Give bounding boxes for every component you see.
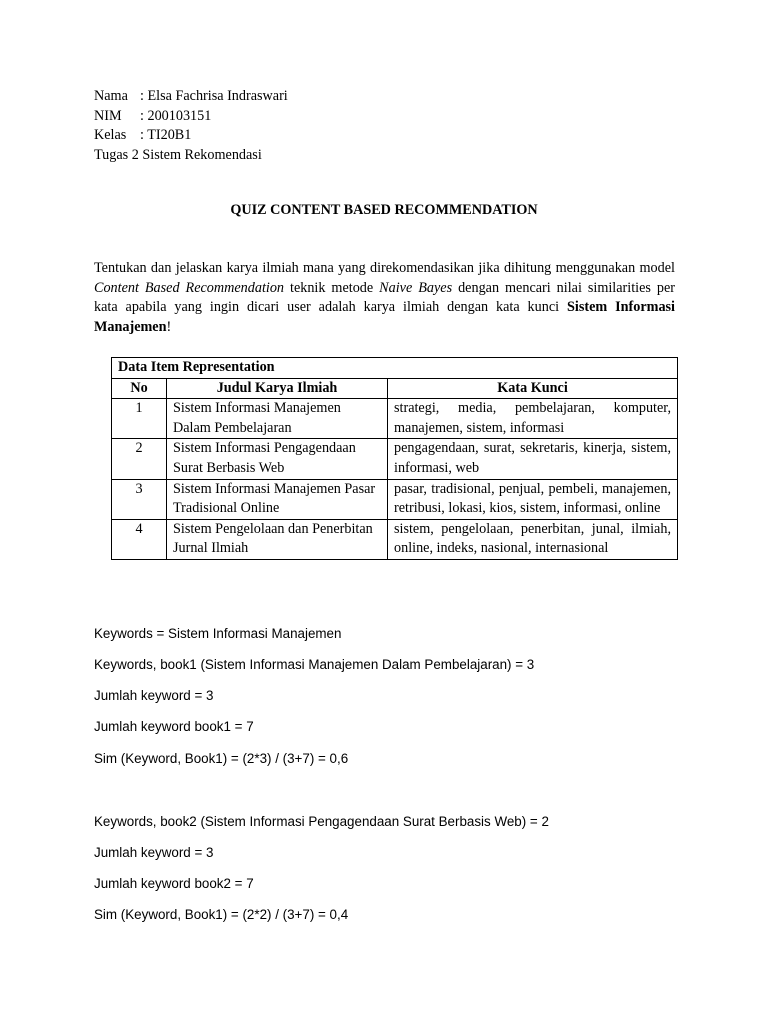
instruction-part-3: dengan mencari nilai similarities per kata apabila yang ingin dicari user adalah karya ilmiah dengan kata kunci <box>94 279 675 316</box>
cell-kata-kunci: pasar, tradisional, penjual, pembeli, manajemen, retribusi, lokasi, kios, sistem, informasi, online <box>388 479 678 519</box>
calc-line-sim-book1: Sim (Keyword, Book1) = (2*3) / (3+7) = 0,6 <box>94 751 349 766</box>
document-title: QUIZ CONTENT BASED RECOMMENDATION <box>230 202 538 218</box>
nama-label: Nama <box>94 88 128 104</box>
table-header-row <box>112 378 678 399</box>
instruction-emphasis-method: Naive Bayes <box>379 279 453 296</box>
kelas-value: : TI20B1 <box>140 127 192 144</box>
calc-line-book1-match: Keywords, book1 (Sistem Informasi Manajemen Dalam Pembelajaran) = 3 <box>94 657 535 672</box>
calc-line-sim-book2: Sim (Keyword, Book1) = (2*2) / (3+7) = 0,4 <box>94 907 349 922</box>
instruction-part-2: teknik metode <box>290 279 374 296</box>
calc-line-jumlah-book2: Jumlah keyword book2 = 7 <box>94 876 254 891</box>
instruction-part-1: Tentukan dan jelaskan karya ilmiah mana yang direkomendasikan jika dihitung menggunakan model <box>94 260 675 276</box>
cell-judul: Sistem Informasi Manajemen Pasar Tradisional Online <box>167 479 388 519</box>
instruction-paragraph <box>94 259 675 338</box>
cell-kata-kunci: pengagendaan, surat, sekretaris, kinerja, sistem, informasi, web <box>388 439 678 479</box>
data-item-table <box>111 357 678 560</box>
column-header-no: No <box>112 378 167 399</box>
calc-line-jumlah-keyword: Jumlah keyword = 3 <box>94 688 214 703</box>
cell-no: 1 <box>112 399 167 439</box>
nim-value: : 200103151 <box>140 107 212 124</box>
table-caption-row <box>112 358 678 379</box>
table-row <box>112 519 678 559</box>
instruction-end: ! <box>166 319 172 336</box>
instruction-keyword: Sistem Informasi Manajemen <box>94 299 675 336</box>
cell-judul: Sistem Informasi Pengagendaan Surat Berbasis Web <box>167 439 388 479</box>
calc-line-keywords: Keywords = Sistem Informasi Manajemen <box>94 626 342 641</box>
kelas-label: Kelas <box>94 127 127 144</box>
column-header-judul: Judul Karya Ilmiah <box>167 378 388 399</box>
table-row <box>112 399 678 439</box>
cell-kata-kunci: sistem, pengelolaan, penerbitan, junal, ilmiah, online, indeks, nasional, internasional <box>388 519 678 559</box>
cell-no: 3 <box>112 479 167 519</box>
instruction-emphasis-model: Content Based Recommendation <box>94 279 285 296</box>
cell-kata-kunci: strategi, media, pembelajaran, komputer, manajemen, sistem, informasi <box>388 399 678 439</box>
calc-line-book2-match: Keywords, book2 (Sistem Informasi Pengagendaan Surat Berbasis Web) = 2 <box>94 814 549 829</box>
cell-judul: Sistem Informasi Manajemen Dalam Pembelajaran <box>167 399 388 439</box>
table-row <box>112 479 678 519</box>
kelas-row <box>94 126 288 146</box>
tugas-line: Tugas 2 Sistem Rekomendasi <box>94 147 262 164</box>
instruction-text <box>94 259 675 338</box>
calc-line-jumlah-keyword-2: Jumlah keyword = 3 <box>94 845 214 860</box>
calc-line-jumlah-book1: Jumlah keyword book1 = 7 <box>94 719 254 734</box>
cell-judul: Sistem Pengelolaan dan Penerbitan Jurnal Ilmiah <box>167 519 388 559</box>
cell-no: 4 <box>112 519 167 559</box>
cell-no: 2 <box>112 439 167 479</box>
nim-label: NIM <box>94 107 122 124</box>
nama-value: : Elsa Fachrisa Indraswari <box>140 88 288 104</box>
table-caption: Data Item Representation <box>112 358 678 379</box>
student-info <box>94 87 288 166</box>
nim-row <box>94 107 288 127</box>
nama-row <box>94 87 288 107</box>
column-header-kata-kunci: Kata Kunci <box>388 378 678 399</box>
table-row <box>112 439 678 479</box>
